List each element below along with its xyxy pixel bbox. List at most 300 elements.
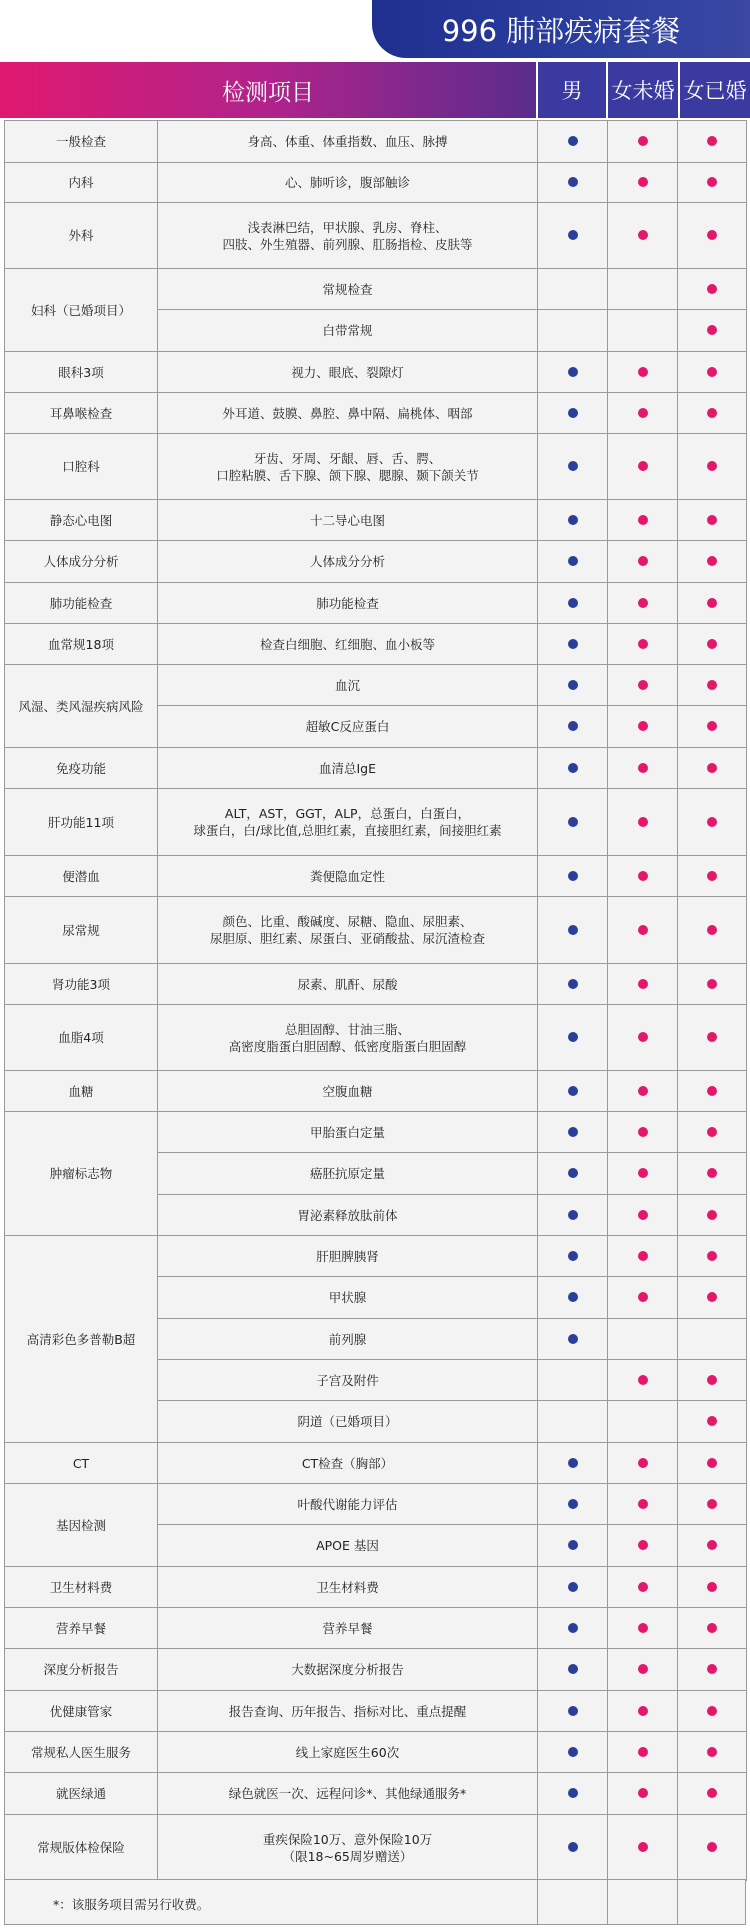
detail-line: 浅表淋巴结，甲状腺、乳房、脊柱、 (247, 219, 448, 235)
detail-cell (158, 706, 538, 748)
detail-cell (158, 434, 538, 500)
mark-cell-female-unmarried (608, 1236, 678, 1277)
mark-cell-female-unmarried (608, 964, 678, 1005)
table-row (5, 269, 747, 310)
mark-cell-female-married (678, 706, 747, 748)
mark-cell-male (538, 789, 608, 856)
detail-line: 前列腺 (328, 1331, 367, 1347)
table-row (5, 583, 747, 624)
included-dot-icon (568, 925, 578, 935)
included-dot-icon (638, 230, 648, 240)
included-dot-icon (568, 1540, 578, 1550)
detail-cell (158, 1649, 538, 1691)
included-dot-icon (707, 230, 717, 240)
mark-cell-female-married (678, 1153, 747, 1195)
included-dot-icon (638, 1582, 648, 1592)
included-dot-icon (568, 1747, 578, 1757)
included-dot-icon (707, 871, 717, 881)
mark-cell-female-unmarried (608, 393, 678, 434)
included-dot-icon (568, 817, 578, 827)
mark-cell-female-married (678, 789, 747, 856)
included-dot-icon (638, 817, 648, 827)
included-dot-icon (638, 1842, 648, 1852)
included-dot-icon (638, 1706, 648, 1716)
detail-line: 高密度脂蛋白胆固醇、低密度脂蛋白胆固醇 (228, 1038, 467, 1054)
included-dot-icon (638, 1032, 648, 1042)
included-dot-icon (707, 1292, 717, 1302)
mark-cell-male (538, 1691, 608, 1732)
included-dot-icon (707, 680, 717, 690)
mark-cell-male (538, 393, 608, 434)
mark-cell-female-unmarried (608, 1005, 678, 1071)
mark-cell-female-married (678, 434, 747, 500)
mark-cell-female-married (678, 310, 747, 352)
detail-line: 线上家庭医生60次 (295, 1744, 400, 1760)
package-title: 996 肺部疾病套餐 (372, 0, 750, 58)
detail-cell (158, 856, 538, 897)
header-item: 检测项目 (0, 62, 536, 118)
category-cell: 耳鼻喉检查 (5, 393, 158, 434)
included-dot-icon (707, 763, 717, 773)
category-cell: 风湿、类风湿疾病风险 (5, 665, 158, 748)
included-dot-icon (638, 925, 648, 935)
included-dot-icon (707, 1251, 717, 1261)
included-dot-icon (638, 1168, 648, 1178)
included-dot-icon (568, 230, 578, 240)
included-dot-icon (568, 461, 578, 471)
mark-cell-female-unmarried (608, 1401, 678, 1443)
mark-cell-female-unmarried (608, 583, 678, 624)
mark-cell-female-unmarried (608, 1484, 678, 1525)
category-cell: 外科 (5, 203, 158, 269)
table-row (5, 1484, 747, 1525)
category-cell: CT (5, 1443, 158, 1484)
mark-cell-male (538, 1319, 608, 1360)
table-row (5, 748, 747, 789)
detail-line: 视力、眼底、裂隙灯 (291, 364, 404, 380)
included-dot-icon (638, 1210, 648, 1220)
detail-line: （限18~65周岁赠送） (282, 1848, 413, 1864)
table-row (5, 856, 747, 897)
mark-cell-male (538, 163, 608, 203)
detail-line: 白带常规 (322, 323, 373, 338)
included-dot-icon (707, 598, 717, 608)
mark-cell-female-unmarried (608, 121, 678, 163)
category-cell: 肿瘤标志物 (5, 1112, 158, 1236)
mark-cell-female-married (678, 1649, 747, 1691)
mark-cell-female-married (678, 1277, 747, 1319)
mark-cell-male (538, 856, 608, 897)
included-dot-icon (638, 1623, 648, 1633)
included-dot-icon (568, 1499, 578, 1509)
included-dot-icon (707, 1499, 717, 1509)
mark-cell-female-married (678, 748, 747, 789)
table-row (5, 1815, 747, 1881)
category-cell: 常规私人医生服务 (5, 1732, 158, 1773)
category-cell: 就医绿通 (5, 1773, 158, 1815)
included-dot-icon (638, 639, 648, 649)
detail-cell (158, 1153, 538, 1195)
included-dot-icon (707, 177, 717, 187)
mark-cell-female-unmarried (608, 1153, 678, 1195)
detail-line: 甲状腺 (328, 1290, 367, 1305)
included-dot-icon (707, 461, 717, 471)
detail-line: 总胆固醇、甘油三脂、 (284, 1021, 410, 1037)
table-row (5, 1112, 747, 1153)
included-dot-icon (568, 1706, 578, 1716)
detail-line: 绿色就医一次、远程问诊*、其他绿通服务* (228, 1786, 467, 1801)
mark-cell-male (538, 1005, 608, 1071)
category-cell: 眼科3项 (5, 352, 158, 393)
included-dot-icon (638, 680, 648, 690)
mark-cell-female-married (678, 665, 747, 706)
table-row (5, 1071, 747, 1112)
table-row (5, 434, 747, 500)
mark-cell-female-unmarried (608, 1773, 678, 1815)
detail-line: 口腔粘膜、舌下腺、颌下腺、腮腺、颞下颌关节 (216, 467, 479, 483)
mark-cell-female-married (678, 1443, 747, 1484)
detail-cell (158, 897, 538, 964)
detail-cell (158, 393, 538, 434)
included-dot-icon (638, 1127, 648, 1137)
detail-line: 四肢、外生殖器、前列腺、肛肠指检、皮肤等 (222, 236, 473, 252)
included-dot-icon (707, 1582, 717, 1592)
detail-line: 血沉 (334, 677, 360, 693)
category-cell: 卫生材料费 (5, 1567, 158, 1608)
mark-cell-female-unmarried (608, 1112, 678, 1153)
included-dot-icon (707, 639, 717, 649)
mark-cell-male (538, 964, 608, 1005)
detail-line: 尿胆原、胆红素、尿蛋白、亚硝酸盐、尿沉渣检查 (209, 931, 485, 946)
mark-cell-female-married (678, 964, 747, 1005)
mark-cell-male (538, 706, 608, 748)
detail-cell (158, 352, 538, 393)
mark-cell-male (538, 1443, 608, 1484)
table-row (5, 1005, 747, 1071)
mark-cell-male (538, 583, 608, 624)
table-row (5, 1443, 747, 1484)
detail-cell (158, 500, 538, 541)
included-dot-icon (707, 136, 717, 146)
mark-cell-male (538, 352, 608, 393)
detail-cell (158, 163, 538, 203)
mark-cell-female-married (678, 352, 747, 393)
detail-cell (158, 1112, 538, 1153)
included-dot-icon (568, 1086, 578, 1096)
category-cell: 人体成分分析 (5, 541, 158, 583)
mark-cell-male (538, 500, 608, 541)
table-row (5, 1567, 747, 1608)
mark-cell-female-unmarried (608, 500, 678, 541)
mark-cell-female-unmarried (608, 665, 678, 706)
mark-cell-female-unmarried (608, 1319, 678, 1360)
mark-cell-male (538, 1525, 608, 1567)
detail-line: 颜色、比重、酸碱度、尿糖、隐血、尿胆素、 (222, 914, 473, 929)
included-dot-icon (568, 1664, 578, 1674)
mark-cell-female-unmarried (608, 203, 678, 269)
included-dot-icon (638, 871, 648, 881)
table-row (5, 500, 747, 541)
detail-line: 营养早餐 (322, 1620, 373, 1636)
category-cell: 妇科（已婚项目） (5, 269, 158, 352)
mark-cell-female-unmarried (608, 1360, 678, 1401)
checkup-table (4, 120, 747, 1881)
detail-cell (158, 1773, 538, 1815)
detail-cell (158, 624, 538, 665)
included-dot-icon (638, 1292, 648, 1302)
detail-line: 空腹血糖 (322, 1083, 373, 1099)
detail-cell (158, 1195, 538, 1236)
included-dot-icon (638, 136, 648, 146)
included-dot-icon (568, 763, 578, 773)
included-dot-icon (568, 136, 578, 146)
detail-line: 癌胚抗原定量 (309, 1166, 385, 1181)
included-dot-icon (568, 680, 578, 690)
mark-cell-male (538, 748, 608, 789)
included-dot-icon (638, 1747, 648, 1757)
mark-cell-male (538, 1277, 608, 1319)
mark-cell-female-married (678, 1401, 747, 1443)
detail-line: 肝胆脾胰肾 (316, 1248, 379, 1264)
detail-cell (158, 748, 538, 789)
detail-line: 球蛋白，白/球比值,总胆红素，直接胆红素，间接胆红素 (193, 823, 502, 838)
included-dot-icon (638, 1251, 648, 1261)
included-dot-icon (568, 1458, 578, 1468)
detail-line: 阴道（已婚项目） (297, 1414, 398, 1429)
detail-cell (158, 310, 538, 352)
included-dot-icon (638, 1664, 648, 1674)
included-dot-icon (568, 177, 578, 187)
included-dot-icon (638, 1458, 648, 1468)
mark-cell-female-unmarried (608, 1608, 678, 1649)
table-row (5, 121, 747, 163)
mark-cell-female-married (678, 269, 747, 310)
header-female-married: 女已婚 (678, 62, 750, 118)
mark-cell-female-unmarried (608, 1691, 678, 1732)
included-dot-icon (568, 1788, 578, 1798)
detail-cell (158, 121, 538, 163)
detail-cell (158, 1732, 538, 1773)
category-cell: 口腔科 (5, 434, 158, 500)
mark-cell-male (538, 1608, 608, 1649)
detail-cell (158, 541, 538, 583)
detail-line: 人体成分分析 (309, 554, 385, 569)
included-dot-icon (707, 284, 717, 294)
detail-line: 心、肺听诊，腹部触诊 (284, 175, 410, 190)
detail-line: 检查白细胞、红细胞、血小板等 (259, 636, 435, 652)
category-cell: 免疫功能 (5, 748, 158, 789)
included-dot-icon (707, 325, 717, 335)
mark-cell-male (538, 1112, 608, 1153)
included-dot-icon (638, 1788, 648, 1798)
mark-cell-female-married (678, 121, 747, 163)
included-dot-icon (638, 556, 648, 566)
included-dot-icon (638, 763, 648, 773)
detail-cell (158, 1567, 538, 1608)
mark-cell-female-married (678, 163, 747, 203)
mark-cell-female-married (678, 856, 747, 897)
included-dot-icon (638, 515, 648, 525)
table-row (5, 203, 747, 269)
detail-cell (158, 1525, 538, 1567)
included-dot-icon (638, 1499, 648, 1509)
mark-cell-female-unmarried (608, 1071, 678, 1112)
mark-cell-male (538, 624, 608, 665)
category-cell: 深度分析报告 (5, 1649, 158, 1691)
table-row (5, 665, 747, 706)
detail-cell (158, 789, 538, 856)
included-dot-icon (707, 1623, 717, 1633)
included-dot-icon (707, 1210, 717, 1220)
included-dot-icon (707, 367, 717, 377)
mark-cell-female-married (678, 500, 747, 541)
mark-cell-female-married (678, 393, 747, 434)
category-cell: 肾功能3项 (5, 964, 158, 1005)
mark-cell-female-unmarried (608, 269, 678, 310)
included-dot-icon (638, 979, 648, 989)
footnote (4, 1879, 746, 1925)
detail-line: 牙齿、牙周、牙龈、唇、舌、腭、 (253, 450, 442, 466)
included-dot-icon (638, 1086, 648, 1096)
included-dot-icon (568, 639, 578, 649)
included-dot-icon (707, 1032, 717, 1042)
detail-cell (158, 1236, 538, 1277)
mark-cell-male (538, 434, 608, 500)
mark-cell-female-married (678, 1071, 747, 1112)
detail-cell (158, 203, 538, 269)
mark-cell-female-married (678, 1815, 747, 1881)
included-dot-icon (707, 1706, 717, 1716)
detail-line: 卫生材料费 (316, 1579, 379, 1595)
table-row (5, 541, 747, 583)
category-cell: 基因检测 (5, 1484, 158, 1567)
detail-line: 叶酸代谢能力评估 (297, 1496, 398, 1512)
mark-cell-female-unmarried (608, 1815, 678, 1881)
included-dot-icon (568, 408, 578, 418)
included-dot-icon (707, 721, 717, 731)
included-dot-icon (707, 1375, 717, 1385)
mark-cell-female-married (678, 1319, 747, 1360)
category-cell: 肺功能检查 (5, 583, 158, 624)
table-row (5, 352, 747, 393)
mark-cell-female-unmarried (608, 856, 678, 897)
included-dot-icon (568, 515, 578, 525)
included-dot-icon (568, 979, 578, 989)
included-dot-icon (568, 1334, 578, 1344)
included-dot-icon (707, 1416, 717, 1426)
mark-cell-male (538, 1401, 608, 1443)
detail-line: 粪便隐血定性 (309, 868, 385, 884)
detail-line: 重疾保险10万、意外保险10万 (262, 1831, 433, 1847)
detail-line: 超敏C反应蛋白 (305, 719, 390, 734)
detail-cell (158, 964, 538, 1005)
detail-line: 十二导心电图 (309, 512, 385, 528)
included-dot-icon (707, 817, 717, 827)
mark-cell-female-unmarried (608, 1525, 678, 1567)
included-dot-icon (707, 1086, 717, 1096)
header-female-unmarried: 女未婚 (606, 62, 678, 118)
detail-cell (158, 1277, 538, 1319)
mark-cell-male (538, 665, 608, 706)
mark-cell-female-unmarried (608, 1195, 678, 1236)
included-dot-icon (707, 1788, 717, 1798)
detail-line: APOE 基因 (316, 1538, 379, 1553)
detail-cell (158, 1005, 538, 1071)
detail-cell (158, 1815, 538, 1881)
detail-cell (158, 1608, 538, 1649)
mark-cell-female-married (678, 541, 747, 583)
mark-cell-female-married (678, 1005, 747, 1071)
mark-cell-female-unmarried (608, 352, 678, 393)
mark-cell-female-unmarried (608, 1567, 678, 1608)
category-cell: 常规版体检保险 (5, 1815, 158, 1881)
detail-line: 身高、体重、体重指数、血压、脉搏 (247, 134, 448, 149)
mark-cell-male (538, 1773, 608, 1815)
detail-cell (158, 1071, 538, 1112)
detail-line: 外耳道、鼓膜、鼻腔、鼻中隔、扁桃体、咽部 (222, 405, 473, 421)
mark-cell-female-unmarried (608, 434, 678, 500)
included-dot-icon (707, 1127, 717, 1137)
detail-line: CT检查（胸部） (301, 1455, 394, 1471)
included-dot-icon (707, 515, 717, 525)
table-row (5, 1773, 747, 1815)
included-dot-icon (568, 1292, 578, 1302)
footnote-text: *：该服务项目需另行收费。 (53, 1897, 210, 1912)
detail-line: 子宫及附件 (316, 1372, 379, 1388)
header-male: 男 (536, 62, 606, 118)
mark-cell-male (538, 1815, 608, 1881)
detail-cell (158, 1401, 538, 1443)
included-dot-icon (568, 1127, 578, 1137)
mark-cell-female-unmarried (608, 624, 678, 665)
detail-line: 常规检查 (322, 281, 373, 297)
table-row (5, 897, 747, 964)
mark-cell-female-married (678, 1236, 747, 1277)
mark-cell-female-unmarried (608, 706, 678, 748)
detail-line: 胃泌素释放肽前体 (297, 1207, 398, 1223)
mark-cell-female-married (678, 203, 747, 269)
mark-cell-female-unmarried (608, 1649, 678, 1691)
mark-cell-male (538, 310, 608, 352)
category-cell: 肝功能11项 (5, 789, 158, 856)
included-dot-icon (707, 1842, 717, 1852)
included-dot-icon (638, 1375, 648, 1385)
mark-cell-female-married (678, 624, 747, 665)
category-cell: 血常规18项 (5, 624, 158, 665)
mark-cell-female-married (678, 1691, 747, 1732)
included-dot-icon (568, 598, 578, 608)
table-row (5, 789, 747, 856)
detail-line: 尿素、肌酐、尿酸 (297, 976, 398, 992)
category-cell: 一般检查 (5, 121, 158, 163)
included-dot-icon (707, 979, 717, 989)
mark-cell-female-unmarried (608, 1732, 678, 1773)
included-dot-icon (568, 556, 578, 566)
category-cell: 静态心电图 (5, 500, 158, 541)
detail-cell (158, 665, 538, 706)
mark-cell-male (538, 269, 608, 310)
mark-cell-female-unmarried (608, 1277, 678, 1319)
included-dot-icon (638, 367, 648, 377)
mark-cell-female-married (678, 1567, 747, 1608)
included-dot-icon (568, 1842, 578, 1852)
mark-cell-male (538, 1567, 608, 1608)
table-row (5, 624, 747, 665)
mark-cell-male (538, 203, 608, 269)
mark-cell-male (538, 1153, 608, 1195)
included-dot-icon (568, 721, 578, 731)
detail-line: 甲胎蛋白定量 (309, 1124, 385, 1140)
